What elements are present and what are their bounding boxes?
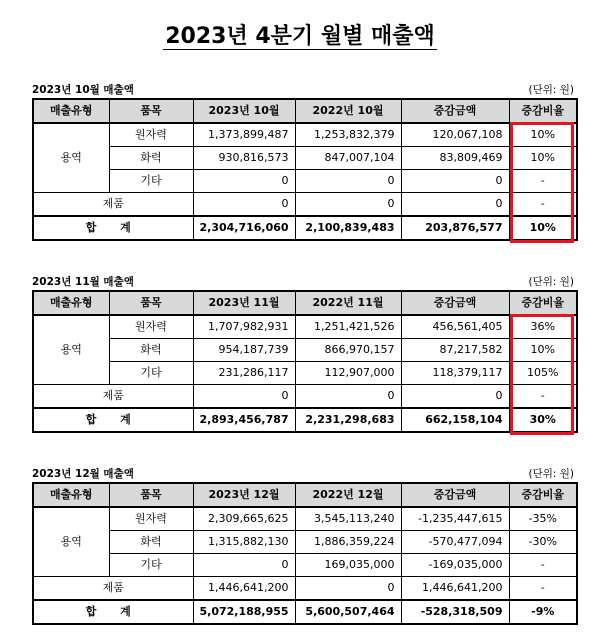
- cell-current: 1,707,982,931: [193, 315, 295, 339]
- cell-previous: 0: [295, 577, 401, 601]
- cell-diff: 0: [401, 193, 509, 217]
- cell-current: 0: [193, 193, 295, 217]
- cell-rate: -30%: [509, 531, 577, 554]
- header-previous: 2022년 12월: [295, 483, 401, 507]
- cell-previous: 1,253,832,379: [295, 123, 401, 147]
- header-current: 2023년 12월: [193, 483, 295, 507]
- total-previous: 2,231,298,683: [295, 408, 401, 432]
- item-nuclear: 원자력: [109, 507, 193, 531]
- cell-previous: 1,886,359,224: [295, 531, 401, 554]
- total-label: 합 계: [33, 216, 193, 240]
- cell-rate: 105%: [509, 362, 577, 385]
- cell-previous: 3,545,113,240: [295, 507, 401, 531]
- cell-current: 2,309,665,625: [193, 507, 295, 531]
- cell-diff: 87,217,582: [401, 339, 509, 362]
- section-december: [32, 466, 576, 625]
- table-row: [33, 362, 577, 385]
- table-header-row: [33, 99, 577, 123]
- page-title: 2023년 4분기 월별 매출액: [165, 24, 435, 49]
- header-diff: 증감금액: [401, 99, 509, 123]
- table-header-row: [33, 483, 577, 507]
- header-type: 매출유형: [33, 483, 109, 507]
- cell-current: 231,286,117: [193, 362, 295, 385]
- table-row: [33, 123, 577, 147]
- total-previous: 5,600,507,464: [295, 600, 401, 624]
- cell-diff: -169,035,000: [401, 554, 509, 577]
- table-row: [33, 170, 577, 193]
- header-item: 품목: [109, 291, 193, 315]
- cell-current: 1,446,641,200: [193, 577, 295, 601]
- cell-current: 0: [193, 385, 295, 409]
- cell-previous: 0: [295, 193, 401, 217]
- item-nuclear: 원자력: [109, 315, 193, 339]
- unit-label: (단위: 원): [528, 468, 574, 480]
- section-november: [32, 274, 576, 433]
- cell-previous: 112,907,000: [295, 362, 401, 385]
- total-diff: 203,876,577: [401, 216, 509, 240]
- cell-previous: 0: [295, 170, 401, 193]
- header-item: 품목: [109, 99, 193, 123]
- sales-table: [32, 482, 578, 625]
- total-diff: -528,318,509: [401, 600, 509, 624]
- cell-previous: 169,035,000: [295, 554, 401, 577]
- cell-diff: 118,379,117: [401, 362, 509, 385]
- total-row: [33, 408, 577, 432]
- section-title: 2023년 10월 매출액: [32, 84, 134, 96]
- cell-rate: -: [509, 554, 577, 577]
- cell-diff: 83,809,469: [401, 147, 509, 170]
- total-previous: 2,100,839,483: [295, 216, 401, 240]
- table-row: [33, 193, 577, 217]
- cell-current: 1,373,899,487: [193, 123, 295, 147]
- cell-rate: 36%: [509, 315, 577, 339]
- item-other: 기타: [109, 362, 193, 385]
- total-diff: 662,158,104: [401, 408, 509, 432]
- cell-current: 0: [193, 170, 295, 193]
- total-row: [33, 600, 577, 624]
- header-diff: 증감금액: [401, 483, 509, 507]
- header-rate: 증감비율: [509, 483, 577, 507]
- header-type: 매출유형: [33, 99, 109, 123]
- cell-diff: 120,067,108: [401, 123, 509, 147]
- header-rate: 증감비율: [509, 99, 577, 123]
- table-row: [33, 147, 577, 170]
- total-rate: -9%: [509, 600, 577, 624]
- total-current: 5,072,188,955: [193, 600, 295, 624]
- header-current: 2023년 11월: [193, 291, 295, 315]
- header-type: 매출유형: [33, 291, 109, 315]
- sales-table: [32, 290, 578, 433]
- cell-diff: 456,561,405: [401, 315, 509, 339]
- cell-diff: 1,446,641,200: [401, 577, 509, 601]
- total-rate: 30%: [509, 408, 577, 432]
- table-row: [33, 507, 577, 531]
- cell-rate: 10%: [509, 147, 577, 170]
- header-rate: 증감비율: [509, 291, 577, 315]
- cell-rate: -35%: [509, 507, 577, 531]
- unit-label: (단위: 원): [528, 84, 574, 96]
- cell-rate: 10%: [509, 339, 577, 362]
- table-row: [33, 385, 577, 409]
- total-label: 합 계: [33, 408, 193, 432]
- section-october: [32, 82, 576, 241]
- table-header-row: [33, 291, 577, 315]
- table-row: [33, 554, 577, 577]
- cell-previous: 847,007,104: [295, 147, 401, 170]
- cell-current: 930,816,573: [193, 147, 295, 170]
- total-current: 2,893,456,787: [193, 408, 295, 432]
- type-product: 제품: [33, 577, 193, 601]
- table-row: [33, 577, 577, 601]
- total-row: [33, 216, 577, 240]
- item-nuclear: 원자력: [109, 123, 193, 147]
- header-previous: 2022년 11월: [295, 291, 401, 315]
- table-row: [33, 531, 577, 554]
- cell-rate: -: [509, 577, 577, 601]
- unit-label: (단위: 원): [528, 276, 574, 288]
- type-service: 용역: [33, 507, 109, 577]
- cell-previous: 0: [295, 385, 401, 409]
- section-title: 2023년 12월 매출액: [32, 468, 134, 480]
- type-product: 제품: [33, 193, 193, 217]
- cell-diff: -1,235,447,615: [401, 507, 509, 531]
- header-diff: 증감금액: [401, 291, 509, 315]
- type-service: 용역: [33, 315, 109, 385]
- cell-previous: 866,970,157: [295, 339, 401, 362]
- header-previous: 2022년 10월: [295, 99, 401, 123]
- cell-current: 0: [193, 554, 295, 577]
- cell-current: 954,187,739: [193, 339, 295, 362]
- item-other: 기타: [109, 554, 193, 577]
- total-current: 2,304,716,060: [193, 216, 295, 240]
- item-thermal: 화력: [109, 531, 193, 554]
- cell-diff: -570,477,094: [401, 531, 509, 554]
- cell-rate: 10%: [509, 123, 577, 147]
- type-product: 제품: [33, 385, 193, 409]
- type-service: 용역: [33, 123, 109, 193]
- cell-previous: 1,251,421,526: [295, 315, 401, 339]
- sales-table: [32, 98, 578, 241]
- cell-current: 1,315,882,130: [193, 531, 295, 554]
- total-rate: 10%: [509, 216, 577, 240]
- cell-diff: 0: [401, 385, 509, 409]
- section-title: 2023년 11월 매출액: [32, 276, 134, 288]
- item-thermal: 화력: [109, 339, 193, 362]
- cell-diff: 0: [401, 170, 509, 193]
- table-row: [33, 339, 577, 362]
- cell-rate: -: [509, 170, 577, 193]
- table-row: [33, 315, 577, 339]
- cell-rate: -: [509, 193, 577, 217]
- item-thermal: 화력: [109, 147, 193, 170]
- total-label: 합 계: [33, 600, 193, 624]
- cell-rate: -: [509, 385, 577, 409]
- header-item: 품목: [109, 483, 193, 507]
- item-other: 기타: [109, 170, 193, 193]
- header-current: 2023년 10월: [193, 99, 295, 123]
